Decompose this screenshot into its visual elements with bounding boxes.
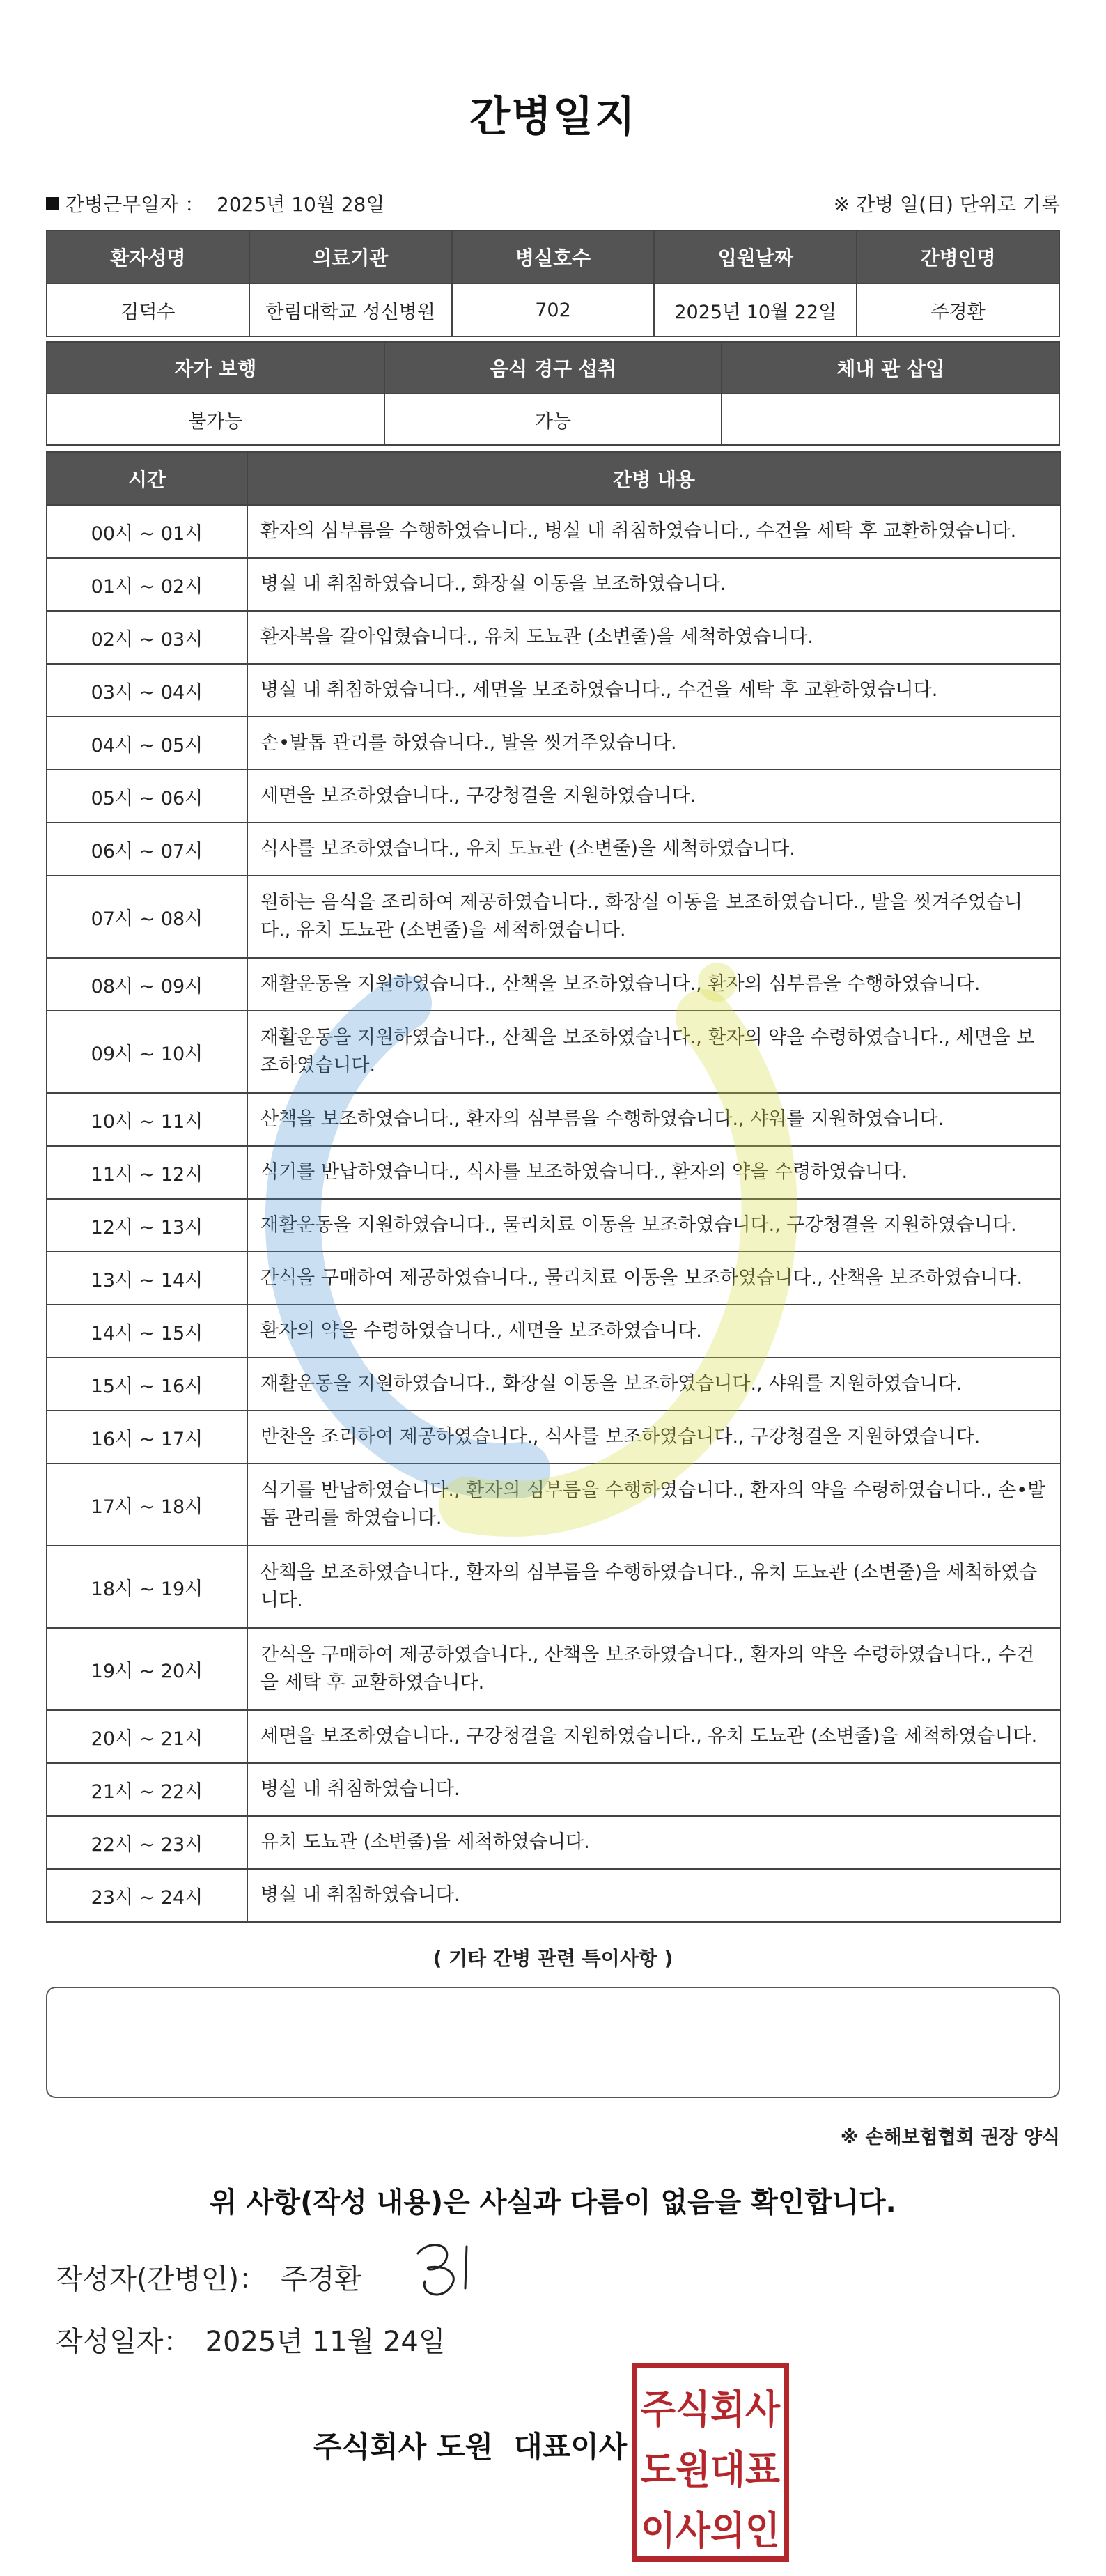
header-oral-intake: 음식 경구 섭취 bbox=[384, 342, 722, 394]
care-content-cell: 식기를 반납하였습니다., 환자의 심부름을 수행하였습니다., 환자의 약을 수령하였습니다., 손•발톱 관리를 하였습니다. bbox=[247, 1464, 1061, 1546]
time-cell: 12시 ~ 13시 bbox=[47, 1199, 247, 1252]
work-date bbox=[46, 189, 384, 217]
time-cell: 04시 ~ 05시 bbox=[47, 717, 247, 770]
care-content-cell: 원하는 음식을 조리하여 제공하였습니다., 화장실 이동을 보조하였습니다., 발을 씻겨주었습니다., 유치 도뇨관 (소변줄)을 세척하였습니다. bbox=[247, 876, 1061, 958]
seal-text-line: 도원대표 bbox=[641, 2448, 780, 2493]
written-date-value: 2025년 11월 24일 bbox=[205, 2326, 446, 2358]
table-row bbox=[47, 1628, 1061, 1710]
care-content-cell: 재활운동을 지원하였습니다., 산책을 보조하였습니다., 환자의 약을 수령하였습니다., 세면을 보조하였습니다. bbox=[247, 1011, 1061, 1093]
hospital-name: 한림대학교 성신병원 bbox=[249, 284, 452, 336]
time-cell: 11시 ~ 12시 bbox=[47, 1146, 247, 1199]
time-cell: 15시 ~ 16시 bbox=[47, 1358, 247, 1411]
time-cell: 07시 ~ 08시 bbox=[47, 876, 247, 958]
time-cell: 14시 ~ 15시 bbox=[47, 1305, 247, 1358]
patient-info-table bbox=[46, 230, 1060, 337]
care-content-cell: 반찬을 조리하여 제공하였습니다., 식사를 보조하였습니다., 구강청결을 지원하였습니다. bbox=[247, 1411, 1061, 1464]
care-content-cell: 세면을 보조하였습니다., 구강청결을 지원하였습니다., 유치 도뇨관 (소변줄)을 세척하였습니다. bbox=[247, 1710, 1061, 1763]
time-cell: 13시 ~ 14시 bbox=[47, 1252, 247, 1305]
tube-insertion-value bbox=[722, 394, 1059, 445]
table-row bbox=[47, 558, 1061, 611]
care-content-cell: 환자의 심부름을 수행하였습니다., 병실 내 취침하였습니다., 수건을 세탁 후 교환하였습니다. bbox=[247, 505, 1061, 558]
time-cell: 22시 ~ 23시 bbox=[47, 1816, 247, 1869]
time-cell: 05시 ~ 06시 bbox=[47, 770, 247, 823]
table-row bbox=[47, 1763, 1061, 1816]
header-tube-insertion: 체내 관 삽입 bbox=[722, 342, 1059, 394]
care-content-cell: 간식을 구매하여 제공하였습니다., 물리치료 이동을 보조하였습니다., 산책을 보조하였습니다. bbox=[247, 1252, 1061, 1305]
care-content-cell: 재활운동을 지원하였습니다., 화장실 이동을 보조하였습니다., 샤워를 지원하였습니다. bbox=[247, 1358, 1061, 1411]
meta-row bbox=[46, 189, 1060, 217]
table-row bbox=[47, 1252, 1061, 1305]
oral-intake-value: 가능 bbox=[384, 394, 722, 445]
table-row bbox=[47, 1710, 1061, 1763]
care-content-cell: 세면을 보조하였습니다., 구강청결을 지원하였습니다. bbox=[247, 770, 1061, 823]
room-number: 702 bbox=[452, 284, 655, 336]
care-content-cell: 간식을 구매하여 제공하였습니다., 산책을 보조하였습니다., 환자의 약을 수령하였습니다., 수건을 세탁 후 교환하였습니다. bbox=[247, 1628, 1061, 1710]
table-row bbox=[47, 1869, 1061, 1922]
time-cell: 23시 ~ 24시 bbox=[47, 1869, 247, 1922]
header-caregiver: 간병인명 bbox=[857, 231, 1059, 284]
time-cell: 01시 ~ 02시 bbox=[47, 558, 247, 611]
time-cell: 17시 ~ 18시 bbox=[47, 1464, 247, 1546]
time-cell: 10시 ~ 11시 bbox=[47, 1093, 247, 1146]
time-cell: 06시 ~ 07시 bbox=[47, 823, 247, 876]
header-self-walking: 자가 보행 bbox=[47, 342, 384, 394]
seal-text-line: 이사의인 bbox=[641, 2508, 780, 2554]
care-content-cell: 환자의 약을 수령하였습니다., 세면을 보조하였습니다. bbox=[247, 1305, 1061, 1358]
time-cell: 18시 ~ 19시 bbox=[47, 1546, 247, 1628]
table-row bbox=[47, 876, 1061, 958]
header-admission-date: 입원날짜 bbox=[654, 231, 857, 284]
square-bullet-icon bbox=[46, 197, 59, 210]
care-content-cell: 산책을 보조하였습니다., 환자의 심부름을 수행하였습니다., 샤워를 지원하였습니다. bbox=[247, 1093, 1061, 1146]
table-row bbox=[47, 1011, 1061, 1093]
work-date-value: 2025년 10월 28일 bbox=[217, 193, 385, 216]
time-cell: 08시 ~ 09시 bbox=[47, 958, 247, 1011]
writer-row bbox=[56, 2257, 361, 2297]
self-walking-value: 불가능 bbox=[47, 394, 384, 445]
care-content-cell: 유치 도뇨관 (소변줄)을 세척하였습니다. bbox=[247, 1816, 1061, 1869]
form-source-note: ※ 손해보험협회 권장 양식 bbox=[840, 2127, 1060, 2148]
table-row bbox=[47, 611, 1061, 664]
care-content-cell: 환자복을 갈아입혔습니다., 유치 도뇨관 (소변줄)을 세척하였습니다. bbox=[247, 611, 1061, 664]
table-row bbox=[47, 1464, 1061, 1546]
confirmation-statement: 위 사항(작성 내용)은 사실과 다름이 없음을 확인합니다. bbox=[210, 2187, 896, 2219]
care-content-cell: 식사를 보조하였습니다., 유치 도뇨관 (소변줄)을 세척하였습니다. bbox=[247, 823, 1061, 876]
notes-title: ( 기타 간병 관련 특이사항 ) bbox=[433, 1947, 673, 1970]
care-content-cell: 병실 내 취침하였습니다., 세면을 보조하였습니다., 수건을 세탁 후 교환하였습니다. bbox=[247, 664, 1061, 717]
care-content-cell: 손•발톱 관리를 하였습니다., 발을 씻겨주었습니다. bbox=[247, 717, 1061, 770]
time-cell: 00시 ~ 01시 bbox=[47, 505, 247, 558]
writer-name: 주경환 bbox=[281, 2263, 361, 2295]
company-name: 주식회사 도원 bbox=[313, 2430, 494, 2464]
patient-status-table bbox=[46, 341, 1060, 446]
table-row bbox=[47, 1546, 1061, 1628]
care-content-cell: 식기를 반납하였습니다., 식사를 보조하였습니다., 환자의 약을 수령하였습니다. bbox=[247, 1146, 1061, 1199]
table-row bbox=[47, 770, 1061, 823]
time-cell: 21시 ~ 22시 bbox=[47, 1763, 247, 1816]
table-row bbox=[47, 1146, 1061, 1199]
table-row bbox=[47, 1411, 1061, 1464]
table-row bbox=[47, 958, 1061, 1011]
table-row bbox=[47, 717, 1061, 770]
special-notes-box bbox=[46, 1987, 1060, 2098]
written-date-row bbox=[56, 2320, 446, 2359]
care-log-table bbox=[46, 451, 1061, 1923]
table-row bbox=[47, 1093, 1061, 1146]
company-representative: 대표이사 bbox=[514, 2430, 628, 2464]
time-cell: 02시 ~ 03시 bbox=[47, 611, 247, 664]
care-content-cell: 재활운동을 지원하였습니다., 산책을 보조하였습니다., 환자의 심부름을 수행하였습니다. bbox=[247, 958, 1061, 1011]
table-row bbox=[47, 823, 1061, 876]
care-content-cell: 산책을 보조하였습니다., 환자의 심부름을 수행하였습니다., 유치 도뇨관 (소변줄)을 세척하였습니다. bbox=[247, 1546, 1061, 1628]
table-row bbox=[47, 1358, 1061, 1411]
time-cell: 03시 ~ 04시 bbox=[47, 664, 247, 717]
care-content-cell: 병실 내 취침하였습니다., 화장실 이동을 보조하였습니다. bbox=[247, 558, 1061, 611]
care-content-cell: 병실 내 취침하였습니다. bbox=[247, 1763, 1061, 1816]
table-row bbox=[47, 1199, 1061, 1252]
daily-record-note: ※ 간병 일(日) 단위로 기록 bbox=[833, 193, 1060, 216]
admission-date: 2025년 10월 22일 bbox=[654, 284, 857, 336]
time-cell: 16시 ~ 17시 bbox=[47, 1411, 247, 1464]
writer-label: 작성자(간병인)： bbox=[56, 2263, 267, 2295]
work-date-label: 간병근무일자 ： bbox=[65, 193, 205, 216]
table-row bbox=[47, 505, 1061, 558]
patient-name: 김덕수 bbox=[47, 284, 249, 336]
header-patient-name: 환자성명 bbox=[47, 231, 249, 284]
header-time: 시간 bbox=[47, 452, 247, 505]
header-hospital: 의료기관 bbox=[249, 231, 452, 284]
page-title: 간병일지 bbox=[469, 93, 637, 141]
caregiver-name: 주경환 bbox=[857, 284, 1059, 336]
table-row bbox=[47, 664, 1061, 717]
care-content-cell: 병실 내 취침하였습니다. bbox=[247, 1869, 1061, 1922]
table-row bbox=[47, 1816, 1061, 1869]
signature-icon bbox=[397, 2233, 481, 2302]
header-room: 병실호수 bbox=[452, 231, 655, 284]
seal-text-line: 주식회사 bbox=[641, 2387, 781, 2433]
care-log-rows bbox=[47, 505, 1061, 1922]
table-row bbox=[47, 1305, 1061, 1358]
time-cell: 09시 ~ 10시 bbox=[47, 1011, 247, 1093]
company-signoff bbox=[313, 2424, 627, 2466]
time-cell: 20시 ~ 21시 bbox=[47, 1710, 247, 1763]
company-seal-stamp bbox=[630, 2361, 790, 2563]
time-cell: 19시 ~ 20시 bbox=[47, 1628, 247, 1710]
written-date-label: 작성일자： bbox=[56, 2326, 192, 2358]
header-care-content: 간병 내용 bbox=[247, 452, 1061, 505]
care-content-cell: 재활운동을 지원하였습니다., 물리치료 이동을 보조하였습니다., 구강청결을 지원하였습니다. bbox=[247, 1199, 1061, 1252]
